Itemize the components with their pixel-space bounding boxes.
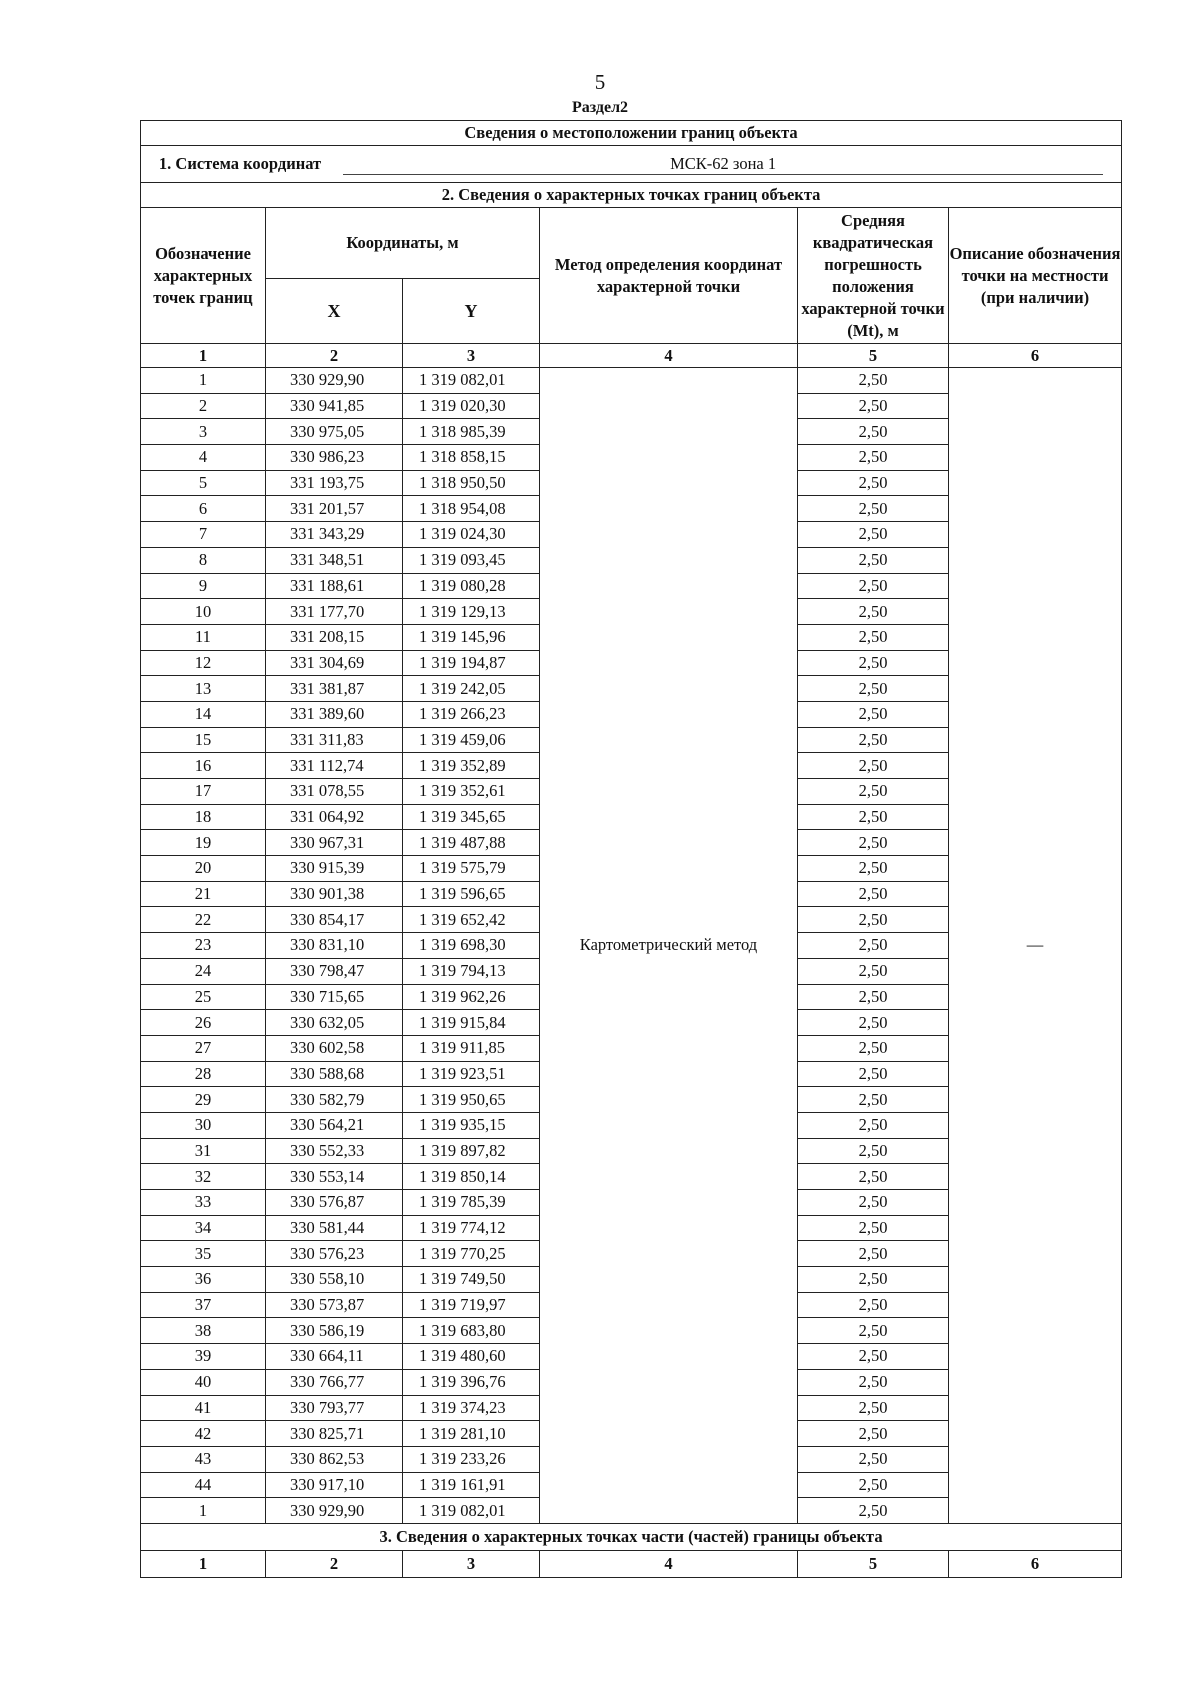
coord-y: 1 319 093,45 [403,547,540,573]
error-value: 2,50 [798,1318,949,1344]
coord-y: 1 319 794,13 [403,958,540,984]
coord-y: 1 319 396,76 [403,1369,540,1395]
coord-x: 331 343,29 [266,522,403,548]
point-number: 2 [141,393,266,419]
coord-y: 1 319 233,26 [403,1446,540,1472]
point-number: 10 [141,599,266,625]
description-value: — [949,368,1122,1524]
error-value: 2,50 [798,1472,949,1498]
coord-y: 1 319 962,26 [403,984,540,1010]
point-number: 1 [141,1498,266,1524]
error-value: 2,50 [798,1369,949,1395]
coord-y: 1 319 850,14 [403,1164,540,1190]
error-value: 2,50 [798,522,949,548]
point-number: 13 [141,676,266,702]
parts-title: 3. Сведения о характерных точках части (частей) границы объекта [141,1523,1122,1550]
error-value: 2,50 [798,368,949,394]
coord-system-value: МСК-62 зона 1 [343,154,1103,175]
point-number: 11 [141,624,266,650]
error-value: 2,50 [798,445,949,471]
coord-y: 1 319 129,13 [403,599,540,625]
column-number: 4 [540,1550,798,1577]
error-value: 2,50 [798,1344,949,1370]
error-value: 2,50 [798,393,949,419]
error-value: 2,50 [798,1035,949,1061]
coord-system [141,146,1122,183]
error-value: 2,50 [798,1215,949,1241]
coord-y: 1 319 911,85 [403,1035,540,1061]
error-value: 2,50 [798,1267,949,1293]
coord-y: 1 319 923,51 [403,1061,540,1087]
coord-y: 1 319 915,84 [403,1010,540,1036]
point-number: 1 [141,368,266,394]
coord-x: 330 929,90 [266,368,403,394]
coord-x: 330 552,33 [266,1138,403,1164]
error-value: 2,50 [798,753,949,779]
header-error: Средняя квадратическая погрешность положения характерной точки (Mt), м [798,208,949,344]
point-number: 42 [141,1421,266,1447]
coord-x: 330 602,58 [266,1035,403,1061]
table-row [141,368,1122,394]
coord-y: 1 319 082,01 [403,1498,540,1524]
point-number: 39 [141,1344,266,1370]
coord-x: 330 862,53 [266,1446,403,1472]
point-number: 35 [141,1241,266,1267]
coord-x: 331 193,75 [266,470,403,496]
coord-x: 330 576,87 [266,1190,403,1216]
coord-x: 330 573,87 [266,1292,403,1318]
point-number: 32 [141,1164,266,1190]
header-method: Метод определения координат характерной точки [540,208,798,344]
coord-y: 1 319 785,39 [403,1190,540,1216]
error-value: 2,50 [798,1164,949,1190]
error-value: 2,50 [798,1112,949,1138]
point-number: 21 [141,881,266,907]
coord-x: 330 901,38 [266,881,403,907]
page-number: 5 [594,70,606,94]
point-number: 43 [141,1446,266,1472]
header-designation: Обозначение характерных точек границ [141,208,266,344]
coord-x: 331 201,57 [266,496,403,522]
error-value: 2,50 [798,419,949,445]
coord-x: 330 581,44 [266,1215,403,1241]
coord-x: 330 632,05 [266,1010,403,1036]
header-description: Описание обозначения точки на местности (при наличии) [949,208,1122,344]
point-number: 29 [141,1087,266,1113]
coord-x: 331 208,15 [266,624,403,650]
error-value: 2,50 [798,933,949,959]
error-value: 2,50 [798,830,949,856]
coord-y: 1 319 698,30 [403,933,540,959]
point-number: 16 [141,753,266,779]
error-value: 2,50 [798,958,949,984]
point-number: 28 [141,1061,266,1087]
coord-x: 330 564,21 [266,1112,403,1138]
point-number: 24 [141,958,266,984]
point-number: 6 [141,496,266,522]
point-number: 7 [141,522,266,548]
column-number: 2 [266,344,403,368]
coord-x: 331 304,69 [266,650,403,676]
coord-x: 330 766,77 [266,1369,403,1395]
point-number: 12 [141,650,266,676]
coord-y: 1 319 575,79 [403,856,540,882]
coord-y: 1 319 024,30 [403,522,540,548]
coord-x: 331 177,70 [266,599,403,625]
column-number: 5 [798,344,949,368]
point-number: 44 [141,1472,266,1498]
error-value: 2,50 [798,650,949,676]
coord-x: 330 967,31 [266,830,403,856]
error-value: 2,50 [798,727,949,753]
error-value: 2,50 [798,1087,949,1113]
point-number: 9 [141,573,266,599]
coord-y: 1 319 719,97 [403,1292,540,1318]
error-value: 2,50 [798,1190,949,1216]
coord-x: 331 064,92 [266,804,403,830]
coord-y: 1 319 374,23 [403,1395,540,1421]
error-value: 2,50 [798,1421,949,1447]
column-number: 6 [949,344,1122,368]
coord-y: 1 319 145,96 [403,624,540,650]
coord-x: 330 854,17 [266,907,403,933]
error-value: 2,50 [798,496,949,522]
error-value: 2,50 [798,1446,949,1472]
point-number: 4 [141,445,266,471]
table-title: Сведения о местоположении границ объекта [141,121,1122,146]
coord-y: 1 319 596,65 [403,881,540,907]
error-value: 2,50 [798,1292,949,1318]
section-title: Раздел2 [571,99,629,116]
column-number: 4 [540,344,798,368]
coord-y: 1 319 020,30 [403,393,540,419]
method-value: Картометрический метод [540,368,798,1524]
coord-y: 1 319 480,60 [403,1344,540,1370]
coord-y: 1 319 774,12 [403,1215,540,1241]
header-x: X [266,279,403,344]
coord-x: 330 917,10 [266,1472,403,1498]
point-number: 22 [141,907,266,933]
point-number: 33 [141,1190,266,1216]
error-value: 2,50 [798,779,949,805]
coord-y: 1 318 985,39 [403,419,540,445]
coord-y: 1 319 242,05 [403,676,540,702]
coord-x: 331 389,60 [266,701,403,727]
point-number: 19 [141,830,266,856]
coord-system-label: 1. Система координат [158,153,322,173]
coord-y: 1 319 487,88 [403,830,540,856]
point-number: 26 [141,1010,266,1036]
coord-y: 1 319 345,65 [403,804,540,830]
point-number: 18 [141,804,266,830]
point-number: 20 [141,856,266,882]
point-number: 17 [141,779,266,805]
point-number: 3 [141,419,266,445]
point-number: 30 [141,1112,266,1138]
point-number: 5 [141,470,266,496]
error-value: 2,50 [798,1498,949,1524]
point-number: 25 [141,984,266,1010]
coord-x: 330 941,85 [266,393,403,419]
point-number: 15 [141,727,266,753]
points-title: 2. Сведения о характерных точках границ объекта [141,183,1122,208]
error-value: 2,50 [798,547,949,573]
point-number: 40 [141,1369,266,1395]
coord-y: 1 319 352,89 [403,753,540,779]
coord-y: 1 318 954,08 [403,496,540,522]
coord-x: 330 558,10 [266,1267,403,1293]
error-value: 2,50 [798,1395,949,1421]
column-number: 6 [949,1550,1122,1577]
coord-x: 330 715,65 [266,984,403,1010]
coord-x: 330 793,77 [266,1395,403,1421]
column-numbers-row [141,344,1122,368]
coord-y: 1 319 352,61 [403,779,540,805]
coord-y: 1 319 897,82 [403,1138,540,1164]
coord-x: 330 825,71 [266,1421,403,1447]
header-y: Y [403,279,540,344]
column-number: 3 [403,344,540,368]
error-value: 2,50 [798,1061,949,1087]
error-value: 2,50 [798,856,949,882]
coord-x: 331 112,74 [266,753,403,779]
coord-y: 1 318 950,50 [403,470,540,496]
coord-y: 1 319 683,80 [403,1318,540,1344]
boundary-table [140,120,1122,1578]
coord-y: 1 319 281,10 [403,1421,540,1447]
coord-x: 330 586,19 [266,1318,403,1344]
error-value: 2,50 [798,573,949,599]
coord-x: 331 348,51 [266,547,403,573]
coord-x: 330 664,11 [266,1344,403,1370]
coord-x: 330 929,90 [266,1498,403,1524]
error-value: 2,50 [798,804,949,830]
error-value: 2,50 [798,470,949,496]
point-number: 37 [141,1292,266,1318]
point-number: 8 [141,547,266,573]
coord-y: 1 319 080,28 [403,573,540,599]
error-value: 2,50 [798,701,949,727]
coord-x: 331 311,83 [266,727,403,753]
point-number: 36 [141,1267,266,1293]
coord-y: 1 319 950,65 [403,1087,540,1113]
coord-x: 330 588,68 [266,1061,403,1087]
coord-x: 330 975,05 [266,419,403,445]
coord-x: 331 188,61 [266,573,403,599]
coord-y: 1 319 935,15 [403,1112,540,1138]
error-value: 2,50 [798,624,949,650]
coord-y: 1 319 749,50 [403,1267,540,1293]
header-coords: Координаты, м [266,208,540,279]
coord-x: 330 915,39 [266,856,403,882]
point-number: 41 [141,1395,266,1421]
point-number: 34 [141,1215,266,1241]
coord-x: 330 831,10 [266,933,403,959]
coord-x: 330 576,23 [266,1241,403,1267]
coord-y: 1 319 266,23 [403,701,540,727]
parts-column-numbers-row [141,1550,1122,1577]
coord-y: 1 319 161,91 [403,1472,540,1498]
column-number: 5 [798,1550,949,1577]
coord-y: 1 319 770,25 [403,1241,540,1267]
point-number: 31 [141,1138,266,1164]
column-number: 1 [141,344,266,368]
coord-y: 1 319 652,42 [403,907,540,933]
coord-y: 1 318 858,15 [403,445,540,471]
coord-x: 330 582,79 [266,1087,403,1113]
point-number: 14 [141,701,266,727]
coord-x: 330 798,47 [266,958,403,984]
error-value: 2,50 [798,676,949,702]
coord-y: 1 319 082,01 [403,368,540,394]
coord-x: 330 986,23 [266,445,403,471]
error-value: 2,50 [798,1010,949,1036]
point-number: 23 [141,933,266,959]
error-value: 2,50 [798,984,949,1010]
coord-x: 331 078,55 [266,779,403,805]
column-number: 2 [266,1550,403,1577]
error-value: 2,50 [798,907,949,933]
error-value: 2,50 [798,881,949,907]
column-number: 3 [403,1550,540,1577]
error-value: 2,50 [798,599,949,625]
error-value: 2,50 [798,1241,949,1267]
column-number: 1 [141,1550,266,1577]
error-value: 2,50 [798,1138,949,1164]
coord-x: 330 553,14 [266,1164,403,1190]
coord-x: 331 381,87 [266,676,403,702]
point-number: 27 [141,1035,266,1061]
coord-y: 1 319 194,87 [403,650,540,676]
coord-y: 1 319 459,06 [403,727,540,753]
point-number: 38 [141,1318,266,1344]
